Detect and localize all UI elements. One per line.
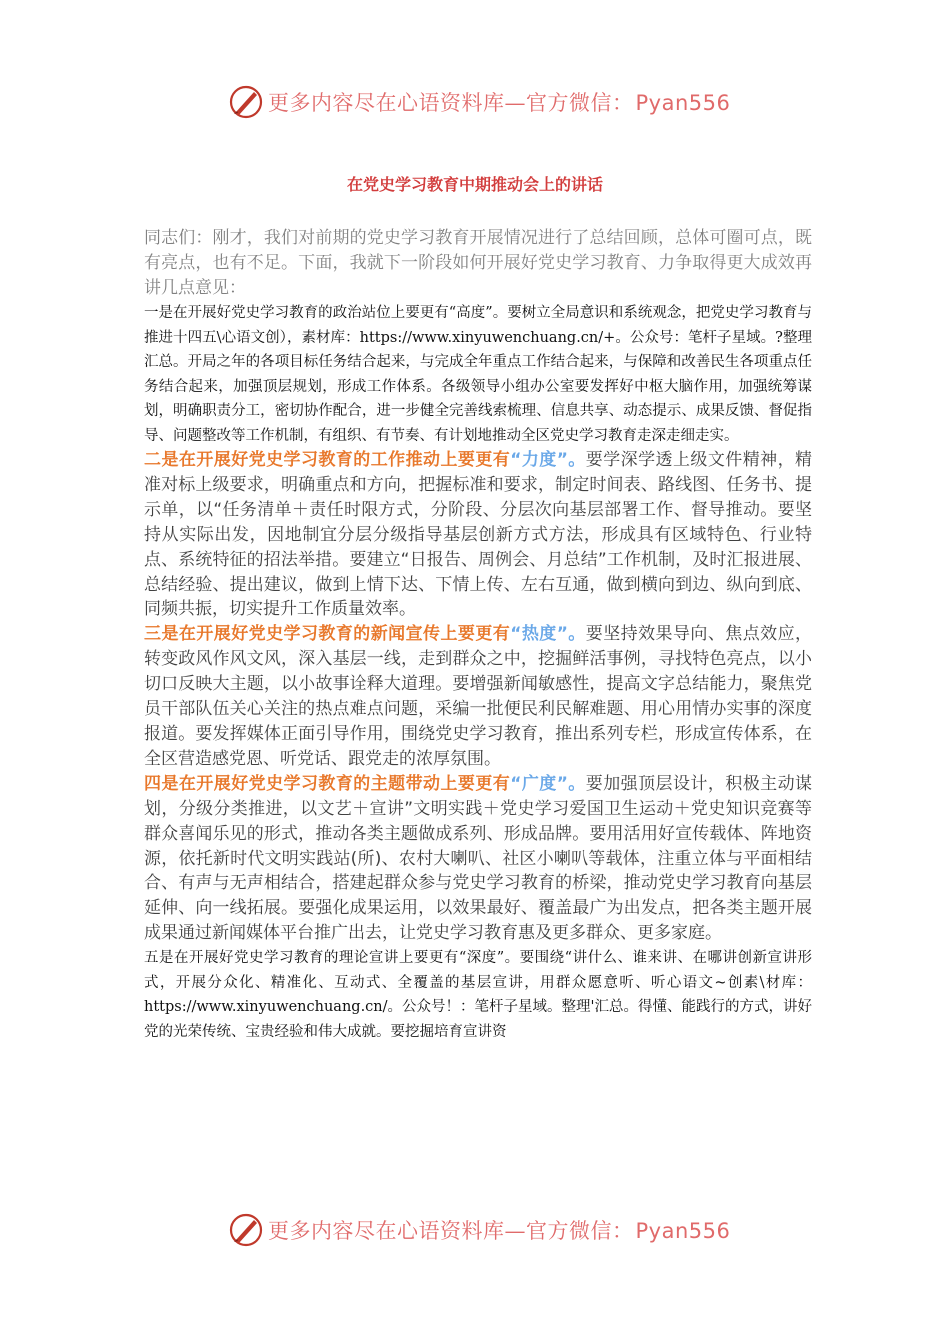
wechat-id: Pyan556 [635,1219,731,1243]
document-title: 在党史学习教育中期推动会上的讲话 [346,175,603,194]
document-body [144,226,812,1044]
paragraph-3-heading: 三是在开展好党史学习教育的新闻宣传上要更有 [144,624,511,645]
pen-logo-icon [228,84,264,120]
paragraph-3-body: 要坚持效果导向、焦点效应，转变政风作风文风，深入基层一线，走到群众之中，挖掘鲜活事例，寻找特色亮点，以小切口反映大主题，以小故事诠释大道理。要增强新闻敏感性，提高文字总结能力，聚焦党员干部队伍关心关注的热点难点问题，采编一批便民利民解难题、用心用情办实事的深度报道。要发挥媒体正面引导作用，围绕党史学习教育，推出系列专栏，形成宣传体系，在全区营造感党恩、听党话、跟党走的浓厚氛围。 [144,624,813,769]
paragraph-2-quote: “力度”。 [510,450,586,470]
footer-watermark-banner [228,1210,748,1250]
paragraph-2-heading: 二是在开展好党史学习教育的工作推动上要更有 [144,450,511,470]
paragraph-4-quote: “广度”。 [510,773,586,794]
paragraph-5: 五是在开展好党史学习教育的理论宣讲上要更有“深度”。要围绕“讲什么、谁来讲、在哪讲创新宣讲形式，开展分众化、精准化、互动式、全覆盖的基层宣讲，用群众愿意听、听心语文~创素\材库：https://www.xinyuwenchuang.cn/。公众号！：笔杆子星域。整理'汇总。得懂、能践行的方式，讲好党的光荣传统、宝贵经验和伟大成就。要挖掘培育宣讲资 [144,950,813,1040]
header-watermark-banner [228,82,748,122]
wechat-id: Pyan556 [635,91,731,115]
paragraph-2 [144,448,812,622]
paragraph-4-body: 要加强顶层设计，积极主动谋划，分级分类推进，以文艺＋宣讲”文明实践＋党史学习爱国卫生运动＋党史知识竞赛等群众喜闻乐见的形式，推动各类主题做成系列、形成品牌。要用活用好宣传载体、阵地资源，依托新时代文明实践站(所)、农村大喇叭、社区小喇叭等载体，注重立体与平面相结合、有声与无声相结合，搭建起群众参与党史学习教育的桥梁，推动党史学习教育向基层延伸、向一线拓展。要强化成果运用，以效果最好、覆盖最广为出发点，把各类主题开展成果通过新闻媒体平台推广出去，让党史学习教育惠及更多群众、更多家庭。 [144,773,813,944]
banner-text: 更多内容尽在心语资料库—官方微信：Pyan556 [268,91,731,115]
paragraph-4 [144,772,812,946]
paragraph-1: 一是在开展好党史学习教育的政治站位上要更有“高度”。要树立全局意识和系统观念，把党史学习教育与推进十四五\心语文创），素材库：https://www.xinyuwenchuang.cn/+。公众号：笔杆子星域。?整理汇总。开局之年的各项目标任务结合起来，与完成全年重点工作结合起来，与保障和改善民生各项重点任务结合起来，加强顶层规划，形成工作体系。各级领导小组办公室要发挥好中枢大脑作用，加强统筹谋划，明确职责分工，密切协作配合，进一步健全完善线索梳理、信息共享、动态提示、成果反馈、督促指导、问题整改等工作机制，有组织、有节奏、有计划地推动全区党史学习教育走深走细走实。 [144,305,812,444]
paragraph-4-heading: 四是在开展好党史学习教育的主题带动上要更有 [144,773,511,794]
pen-logo-icon [228,1212,264,1248]
paragraph-3-quote: “热度”。 [510,624,586,645]
intro-paragraph: 同志们：刚才，我们对前期的党史学习教育开展情况进行了总结回顾，总体可圈可点，既有亮点，也有不足。下面，我就下一阶段如何开展好党史学习教育、力争取得更大成效再讲几点意见： [144,228,812,298]
paragraph-2-body: 要学深学透上级文件精神，精准对标上级要求，明确重点和方向，把握标准和要求，制定时间表、路线图、任务书、提示单，以“任务清单＋责任时限方式，分阶段、分层次向基层部署工作、督导推动。要坚持从实际出发，因地制宜分层分级指导基层创新方式方法，形成具有区域特色、行业特点、系统特征的招法举措。要建立“日报告、周例会、月总结”工作机制，及时汇报进展、总结经验、提出建议，做到上情下达、下情上传、左右互通，做到横向到边、纵向到底、同频共振，切实提升工作质量效率。 [144,450,813,620]
paragraph-3 [144,622,812,771]
banner-text: 更多内容尽在心语资料库—官方微信：Pyan556 [268,1219,731,1243]
